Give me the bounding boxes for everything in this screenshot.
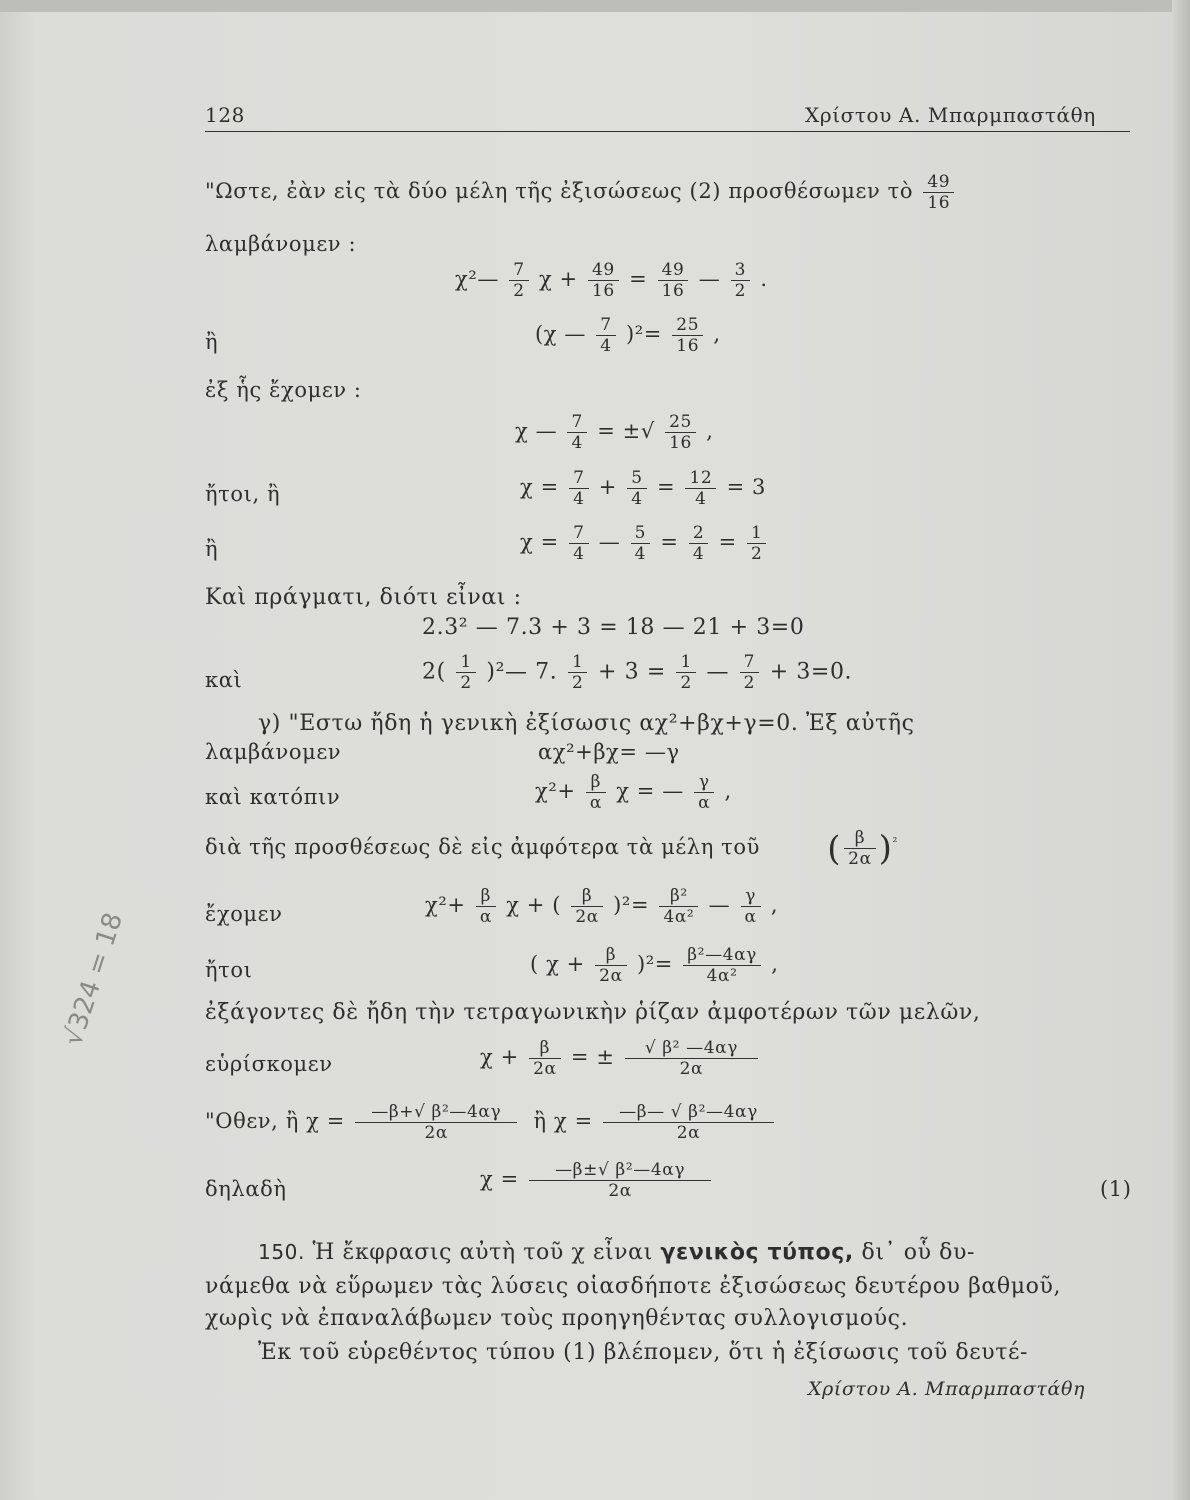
running-header-author: Χρίστου Α. Μπαρμπαστάθη [805,103,1096,127]
header-rule [205,131,1130,132]
text-eurisk: εὑρίσκομεν [205,1052,333,1076]
equation-1: χ²— $\frac{7}{2}$ χ + $\frac{49}{16}$ = $\frac{49}{16}$ — $\frac{3}{2}$ . [455,260,768,301]
page-number: 128 [205,103,245,127]
equation-number: (1) [1100,1177,1132,1201]
paragraph-150-line-3: χωρὶς νὰ ἐπαναλάβωμεν τοὺς προηγηθέντας συλλογισμούς. [205,1306,909,1331]
equation-4: χ = $\frac{7}{4}$ + $\frac{5}{4}$ = $\frac{12}{4}$ = 3 [520,468,767,509]
text: "Ωστε, ἐὰν εἰς τὰ δύο μέλη τῆς ἐξισώσεως (2) προσθέσωμεν τὸ [205,179,914,203]
kai-1: καὶ [205,668,243,692]
text-diladi: δηλαδὴ [205,1177,287,1201]
equation-12: χ = $\frac{\text{—β±√ β²—4αγ}}{2\alpha}$ [480,1160,714,1201]
text-lamb2: λαμβάνομεν [205,740,342,764]
text-kai-katopin: καὶ κατόπιν [205,785,341,809]
section-number: 150. [258,1240,305,1264]
text-exomen: ἔχομεν [205,902,283,926]
text-kai-pragmati: Καὶ πράγματι, διότι εἶναι : [205,585,522,610]
equation-9: ( χ + $\frac{\beta}{2\alpha}$ )²= $\frac{\text{β²—4αγ}}{\text{4α²}}$ , [530,945,779,986]
text-itoi-2: ἤτοι [205,958,253,982]
paragraph-150-line-2: νάμεθα νὰ εὕρωμεν τὰς λύσεις οἱασδήποτε ἐξισώσεως δευτέρου βαθμοῦ, [205,1274,1062,1299]
itoi-label: ἤτοι, ἢ [205,482,281,506]
equation-8: χ²+ $\frac{\beta}{\alpha}$ χ + ( $\frac{\beta}{2\alpha}$ )²= $\frac{\text{β²}}{\text{4α²}}$ — $\frac{\gamma}{\alpha}$ , [425,886,779,927]
equation-5: χ = $\frac{7}{4}$ — $\frac{5}{4}$ = $\frac{2}{4}$ = $\frac{1}{2}$ [520,523,769,564]
text-line-2: λαμβάνομεν : [205,232,357,256]
eta-1: ἢ [205,330,219,354]
equation-2: (χ — $\frac{7}{4}$ )²= $\frac{25}{16}$ , [535,315,721,356]
equation-7: χ²+ $\frac{\beta}{\alpha}$ χ = — $\frac{\gamma}{\alpha}$ , [535,772,732,813]
text-ex-is: ἐξ ἧς ἔχομεν : [205,378,362,402]
page-right-edge [1172,0,1190,1500]
equation-11: "Οθεν, ἢ χ = $\frac{\text{—β+√ β²—4αγ}}{2\alpha}$ ἢ χ = $\frac{\text{—β— √ β²—4αγ}}{2\alpha}$ [205,1102,777,1143]
text-gamma: γ) "Εστω ἤδη ἡ γενικὴ ἐξίσωσις αχ²+βχ+γ=0. Ἐξ αὐτῆς [258,711,915,736]
equation-10: χ + $\frac{\beta}{2\alpha}$ = ± $\frac{\text{√ β² —4αγ}}{2\alpha}$ [480,1038,761,1079]
paragraph-150-line-4: Ἐκ τοῦ εὑρεθέντος τύπου (1) βλέπομεν, ὅτι ἡ ἐξίσωσις τοῦ δευτέ- [258,1340,1029,1365]
fraction: $\frac{49}{16}$ [923,172,954,213]
eta-2: ἢ [205,537,219,561]
check-2: 2( $\frac{1}{2}$ )²— 7. $\frac{1}{2}$ + 3 = $\frac{1}{2}$ — $\frac{7}{2}$ + 3=0. [422,652,853,693]
equation-6: αχ²+βχ= —γ [538,740,680,764]
footer-signature: Χρίστου Α. Μπαρμπαστάθη [808,1378,1085,1400]
handwritten-note: √324 = 18 [58,909,130,1050]
paragraph-150-line-1: 150. Ἡ ἔκφρασις αὐτὴ τοῦ χ εἶναι γενικὸς τύπος, δι᾽ οὗ δυ- [258,1240,975,1265]
text-line-1 [205,172,957,213]
page-top-edge [0,0,1190,12]
bold-term: γενικὸς τύπος, [660,1240,854,1265]
equation-3: χ — $\frac{7}{4}$ = ±√ $\frac{25}{16}$ , [515,412,714,453]
text-dia: διὰ τῆς προσθέσεως δὲ εἰς ἀμφότερα τὰ μέλη τοῦ ( $\frac{\beta}{2\alpha}$ )$^{^2}$ [205,828,898,869]
check-1: 2.3² — 7.3 + 3 = 18 — 21 + 3=0 [422,615,805,640]
text-exagontes: ἐξάγοντες δὲ ἤδη τὴν τετραγωνικὴν ῥίζαν ἀμφοτέρων τῶν μελῶν, [205,1000,981,1025]
